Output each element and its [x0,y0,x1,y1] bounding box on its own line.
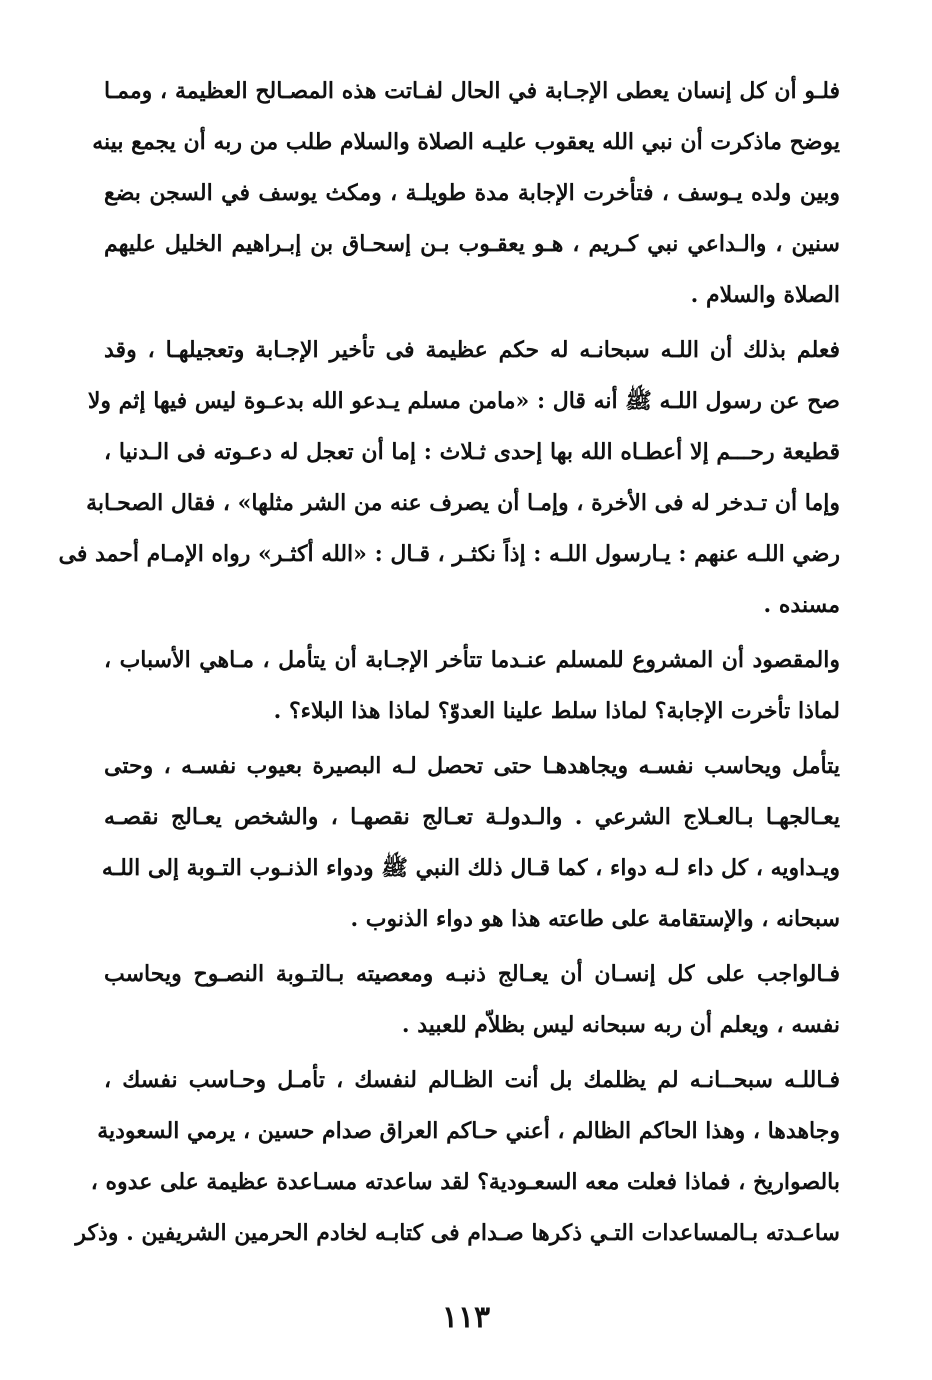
paragraph [75,1055,840,1259]
text-line: فـاللـه سبحــانـه لم يظلمك بل أنت الظـالم لنفسك ، تأمـل وحـاسب نفسك ، [104,1067,840,1093]
text-line: ساعـدته بـالمساعدات التـي ذكرها صـدام فى كتابـه لخادم الحرمين الشريفين . وذكر [75,1220,840,1246]
text-line: سبحانه ، والإستقامة على طاعته هذا هو دواء الذنوب . [350,906,840,932]
text-line: مسنده . [763,592,840,618]
text-line: يعـالجهـا بـالعـلاج الشرعي . والـدولـة تعـالج نقصهـا ، والشخص يعـالج نقصـه [104,804,840,830]
text-line: يتأمل ويحاسب نفسـه ويجاهدهـا حتى تحصل لـه البصيرة بعيوب نفسـه ، وحتى [104,753,840,779]
text-line: وإما أن تـدخر له فى الأخرة ، وإمـا أن يصرف عنه من الشر مثلها» ، فقال الصحـابة [86,490,840,516]
text-line: قطيعة رحـــم إلا أعطـاه الله بها إحدى ثـلاث : إما أن تعجل له دعـوته فى الـدنيا ، [104,439,840,465]
text-line: والمقصود أن المشروع للمسلم عنـدما تتأخر الإجـابة أن يتأمل ، مـاهي الأسباب ، [104,647,840,673]
text-line: فـالواجب على كل إنسـان أن يعـالج ذنبـه ومعصيته بـالتـوبة النصـوح ويحاسب [104,961,840,987]
paragraph [101,741,840,945]
paragraph [104,949,840,1051]
paragraph [92,66,840,321]
text-line: يوضح ماذكرت أن نبي الله يعقوب عليـه الصلاة والسلام طلب من ربه أن يجمع بينه [92,129,840,155]
paragraph [58,325,840,631]
paragraph [104,635,840,737]
body-text [58,66,840,1263]
text-line: لماذا تأخرت الإجابة؟ لماذا سلط علينا العدوّ؟ لماذا هذا البلاء؟ . [273,698,840,724]
text-line: بالصواريخ ، فماذا فعلت معه السعـودية؟ لقد ساعدته مسـاعدة عظيمة على عدوه ، [90,1169,840,1195]
text-line: ويـداويه ، كل داء لـه دواء ، كما قـال ذلك النبي ﷺ ودواء الذنـوب التـوبة إلى اللـه [101,855,840,881]
text-line: صح عن رسول اللـه ﷺ أنه قال : «مامن مسلم يـدعو الله بدعـوة ليس فيها إثم ولا [87,388,840,414]
text-line: وبين ولده يـوسف ، فتأخرت الإجابة مدة طويلـة ، ومكث يوسف في السجن بضع [104,180,840,206]
text-line: الصلاة والسلام . [690,282,840,308]
page-number: ١١٣ [441,1300,491,1335]
text-line: سنين ، والـداعي نبي كـريم ، هـو يعقـوب بـن إسحـاق بن إبـراهيم الخليل عليهم [104,231,840,257]
text-line: رضي اللـه عنهم : يـارسول اللـه : إذاً نكثـر ، قـال : «الله أكثـر» رواه الإمـام أحمد فى [58,541,840,567]
text-line: وجاهدها ، وهذا الحاكم الظالم ، أعني حـاكم العراق صدام حسين ، يرمي السعودية [97,1118,840,1144]
text-line: نفسه ، ويعلم أن ربه سبحانه ليس بظلاّم للعبيد . [401,1012,840,1038]
text-line: فلـو أن كل إنسان يعطى الإجـابة في الحال لفـاتت هذه المصـالح العظيمة ، وممـا [104,78,840,104]
text-line: فعلم بذلك أن اللـه سبحانـه له حكم عظيمة فى تأخير الإجـابة وتعجيلهـا ، وقد [104,337,840,363]
